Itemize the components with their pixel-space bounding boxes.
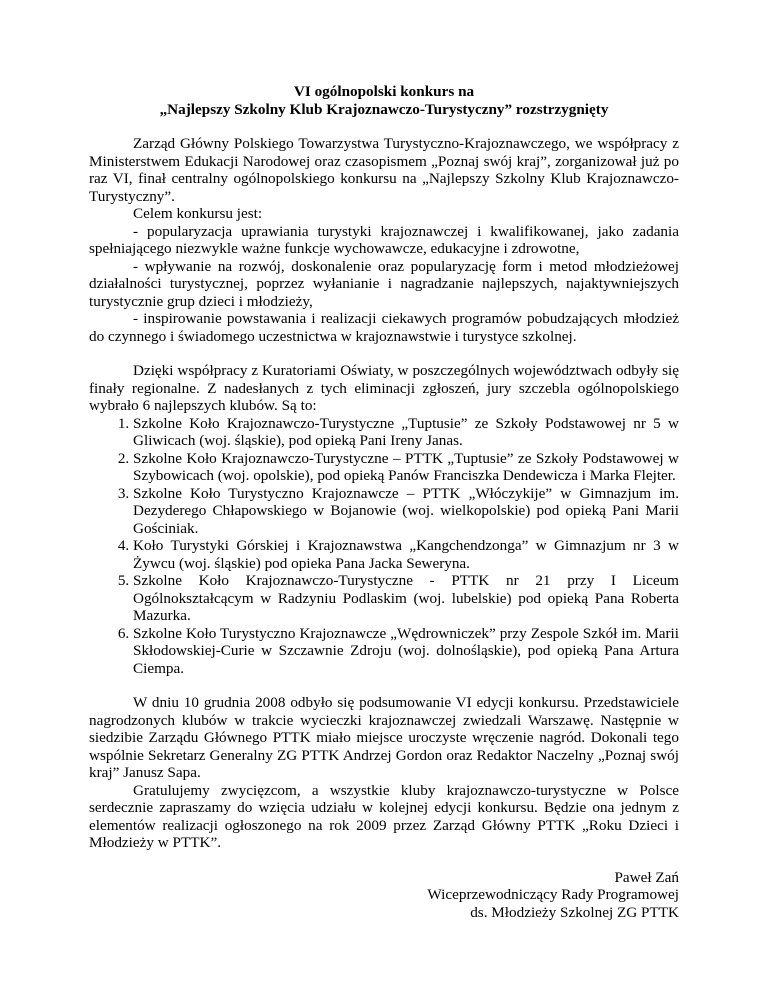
- closing-paragraph: Gratulujemy zwycięzcom, a wszystkie kluby krajoznawczo-turystyczne w Polsce serdecznie zapraszamy do wzięcia udziału w kolejnej edycji konkursu. Będzie ona jednym z elementów realizacji ogłoszonego na rok 2009 przez Zarząd Główny PTTK „Roku Dzieci i Młodzieży w PTTK”.: [89, 781, 679, 851]
- club-item: 4. Koło Turystyki Górskiej i Krajoznawstwa „Kangchendzonga” w Gimnazjum nr 3 w Żywcu (woj. śląskie) pod opieka Pana Jacka Seweryna.: [133, 537, 679, 572]
- club-item: 6. Szkolne Koło Turystyczno Krajoznawcze „Wędrowniczek” przy Zespole Szkół im. Marii Skłodowskiej-Curie w Szczawnie Zdroju (woj. dolnośląskie), pod opieką Pana Artura Ciempa.: [133, 625, 679, 678]
- club-item: 5. Szkolne Koło Krajoznawczo-Turystyczne - PTTK nr 21 przy I Liceum Ogólnokształcącym w Radzyniu Podlaskim (woj. lubelskie) pod opieką Pana Roberta Mazurka.: [133, 572, 679, 625]
- signature-block: [89, 869, 679, 922]
- regional-paragraph: Dzięki współpracy z Kuratoriami Oświaty, w poszczególnych województwach odbyły się finały regionalne. Z nadesłanych z tych eliminacji zgłoszeń, jury szczebla ogólnopolskiego wybrało 6 najlepszych klubów. Są to:: [89, 362, 679, 414]
- signature-name: Paweł Zań: [614, 868, 679, 886]
- club-item: 2. Szkolne Koło Krajoznawczo-Turystyczne – PTTK „Tuptusie” ze Szkoły Podstawowej w Szybowicach (woj. opolskie), pod opieką Panów Franciszka Dendewicza i Marka Flejter.: [133, 450, 679, 485]
- document-page: [89, 83, 679, 921]
- title-line-2: „Najlepszy Szkolny Klub Krajoznawczo-Turystyczny” rozstrzygnięty: [159, 100, 609, 118]
- goal-item: - wpływanie na rozwój, doskonalenie oraz popularyzację form i metod młodzieżowej działalności turystycznej, poprzez wyłanianie i nagradzanie najlepszych, najaktywniejszych turystycznie grup dzieci i młodzieży,: [89, 257, 679, 310]
- signature-position: Wiceprzewodniczący Rady Programowej: [427, 886, 679, 903]
- club-item: 1. Szkolne Koło Krajoznawczo-Turystyczne „Tuptusie” ze Szkoły Podstawowej nr 5 w Gliwicach (woj. śląskie), pod opieką Pani Ireny Janas.: [133, 415, 679, 450]
- clubs-list: [89, 415, 679, 678]
- club-item: 3. Szkolne Koło Turystyczno Krajoznawcze – PTTK „Włóczykije” w Gimnazjum im. Dezyderego Chłapowskiego w Bojanowie (woj. wielkopolskie) pod opieką Pani Marii Gościniak.: [133, 485, 679, 538]
- title-block: [89, 83, 679, 118]
- goals-heading: Celem konkursu jest:: [133, 205, 263, 222]
- signature-department: ds. Młodzieży Szkolnej ZG PTTK: [470, 903, 679, 921]
- title-line-1: VI ogólnopolski konkurs na: [293, 83, 475, 100]
- goal-item: - popularyzacja uprawiania turystyki krajoznawczej i kwalifikowanej, jako zadania spełniającego niezwykle ważne funkcje wychowawcze, edukacyjne i zdrowotne,: [89, 222, 679, 257]
- summary-paragraph: W dniu 10 grudnia 2008 odbyło się podsumowanie VI edycji konkursu. Przedstawiciele nagrodzonych klubów w trakcie wycieczki krajoznawczej zwiedzali Warszawę. Następnie w siedzibie Zarządu Głównego PTTK miało miejsce uroczyste wręczenie nagród. Dokonali tego wspólnie Sekretarz Generalny ZG PTTK Andrzej Gordon oraz Redaktor Naczelny „Poznaj swój kraj” Janusz Sapa.: [89, 694, 679, 781]
- goal-item: - inspirowanie powstawania i realizacji ciekawych programów pobudzających młodzież do czynnego i świadomego uczestnictwa w krajoznawstwie i turystyce szkolnej.: [89, 310, 679, 345]
- intro-paragraph: Zarząd Główny Polskiego Towarzystwa Turystyczno-Krajoznawczego, we współpracy z Ministerstwem Edukacji Narodowej oraz czasopismem „Poznaj swój kraj”, zorganizował już po raz VI, finał centralny ogólnopolskiego konkursu na „Najlepszy Szkolny Klub Krajoznawczo-Turystyczny”.: [89, 135, 679, 205]
